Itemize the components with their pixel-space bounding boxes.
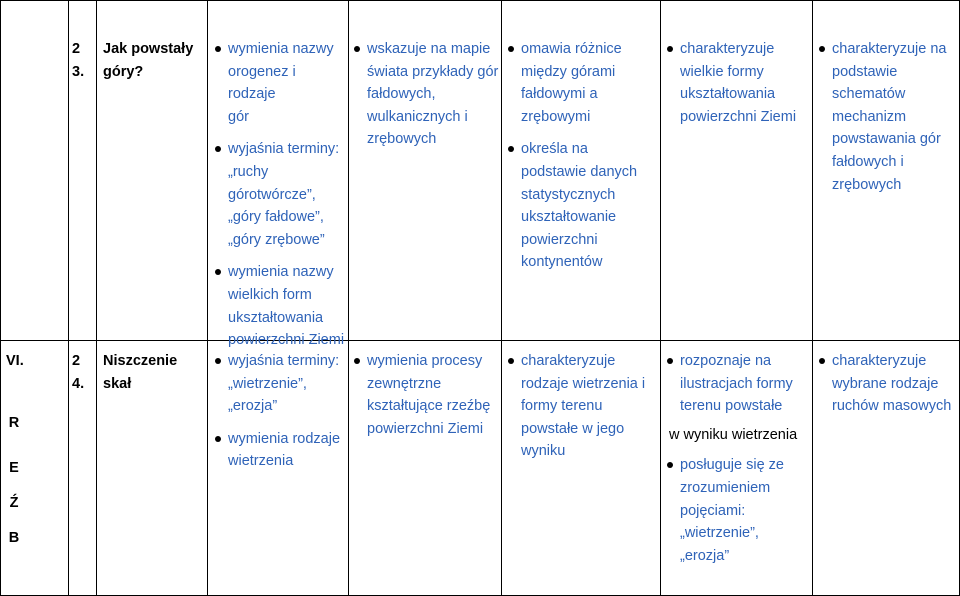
- grade4-requirements: [507, 38, 657, 274]
- requirement-item: wyjaśnia terminy: „wietrzenie”, „erozja”: [214, 350, 346, 418]
- grade5-requirements: [666, 38, 810, 128]
- requirement-item: określa na podstawie danych statystycznych ukształtowanie powierzchni kontynentów: [507, 138, 657, 274]
- requirement-item: charakteryzuje rodzaje wietrzenia i formy terenu powstałe w jego wyniku: [507, 350, 657, 463]
- grade2-requirements: [214, 38, 346, 352]
- col-divider: [207, 0, 208, 596]
- col-divider: [660, 0, 661, 596]
- requirement-item: wyjaśnia terminy: „ruchy górotwórcze”, „góry fałdowe”, „góry zrębowe”: [214, 138, 346, 251]
- requirement-item: wymienia procesy zewnętrzne kształtujące rzeźbę powierzchni Ziemi: [353, 350, 499, 440]
- section-letter: B: [8, 530, 20, 546]
- col-divider: [68, 0, 69, 596]
- requirement-item: wymienia nazwy orogenez i rodzaje gór: [214, 38, 346, 128]
- table-border-top: [0, 0, 960, 1]
- lesson-topic: Niszczenie skał: [103, 353, 178, 392]
- grade2-requirements: [214, 350, 346, 473]
- col-divider: [348, 0, 349, 596]
- col-divider: [501, 0, 502, 596]
- col-divider: [0, 0, 1, 596]
- requirement-item: omawia różnice między górami fałdowymi a zrębowymi: [507, 38, 657, 128]
- requirement-continuation: w wyniku wietrzenia: [669, 426, 798, 443]
- col-divider: [96, 0, 97, 596]
- grade3-requirements: [353, 350, 499, 440]
- lesson-number: 2 3.: [72, 41, 85, 80]
- section-letter: E: [9, 460, 19, 476]
- section-letter: R: [8, 415, 20, 431]
- requirement-item: wskazuje na mapie świata przykłady gór fałdowych, wulkanicznych i zrębowych: [353, 38, 499, 151]
- section-label: VI.: [6, 353, 24, 369]
- col-divider: [812, 0, 813, 596]
- requirement-item: wymienia rodzaje wietrzenia: [214, 428, 346, 473]
- requirement-item: wymienia nazwy wielkich form ukształtowania powierzchni Ziemi: [214, 261, 346, 351]
- requirement-item: rozpoznaje na ilustracjach formy terenu powstałe: [666, 350, 810, 418]
- requirement-item: charakteryzuje na podstawie schematów mechanizm powstawania gór fałdowych i zrębowych: [818, 38, 958, 196]
- grade5-requirements: [666, 350, 810, 567]
- grade6-requirements: [818, 38, 958, 196]
- requirement-item: charakteryzuje wielkie formy ukształtowania powierzchni Ziemi: [666, 38, 810, 128]
- grade4-requirements: [507, 350, 657, 463]
- requirement-item: posługuje się ze zrozumieniem pojęciami: „wietrzenie”, „erozja”: [666, 454, 810, 567]
- grade3-requirements: [353, 38, 499, 151]
- lesson-topic: Jak powstały góry?: [103, 41, 194, 80]
- lesson-number: 2 4.: [72, 353, 85, 392]
- section-letter: Ź: [9, 495, 19, 511]
- grade6-requirements: [818, 350, 958, 418]
- requirement-item: charakteryzuje wybrane rodzaje ruchów masowych: [818, 350, 958, 418]
- row-divider: [0, 340, 960, 341]
